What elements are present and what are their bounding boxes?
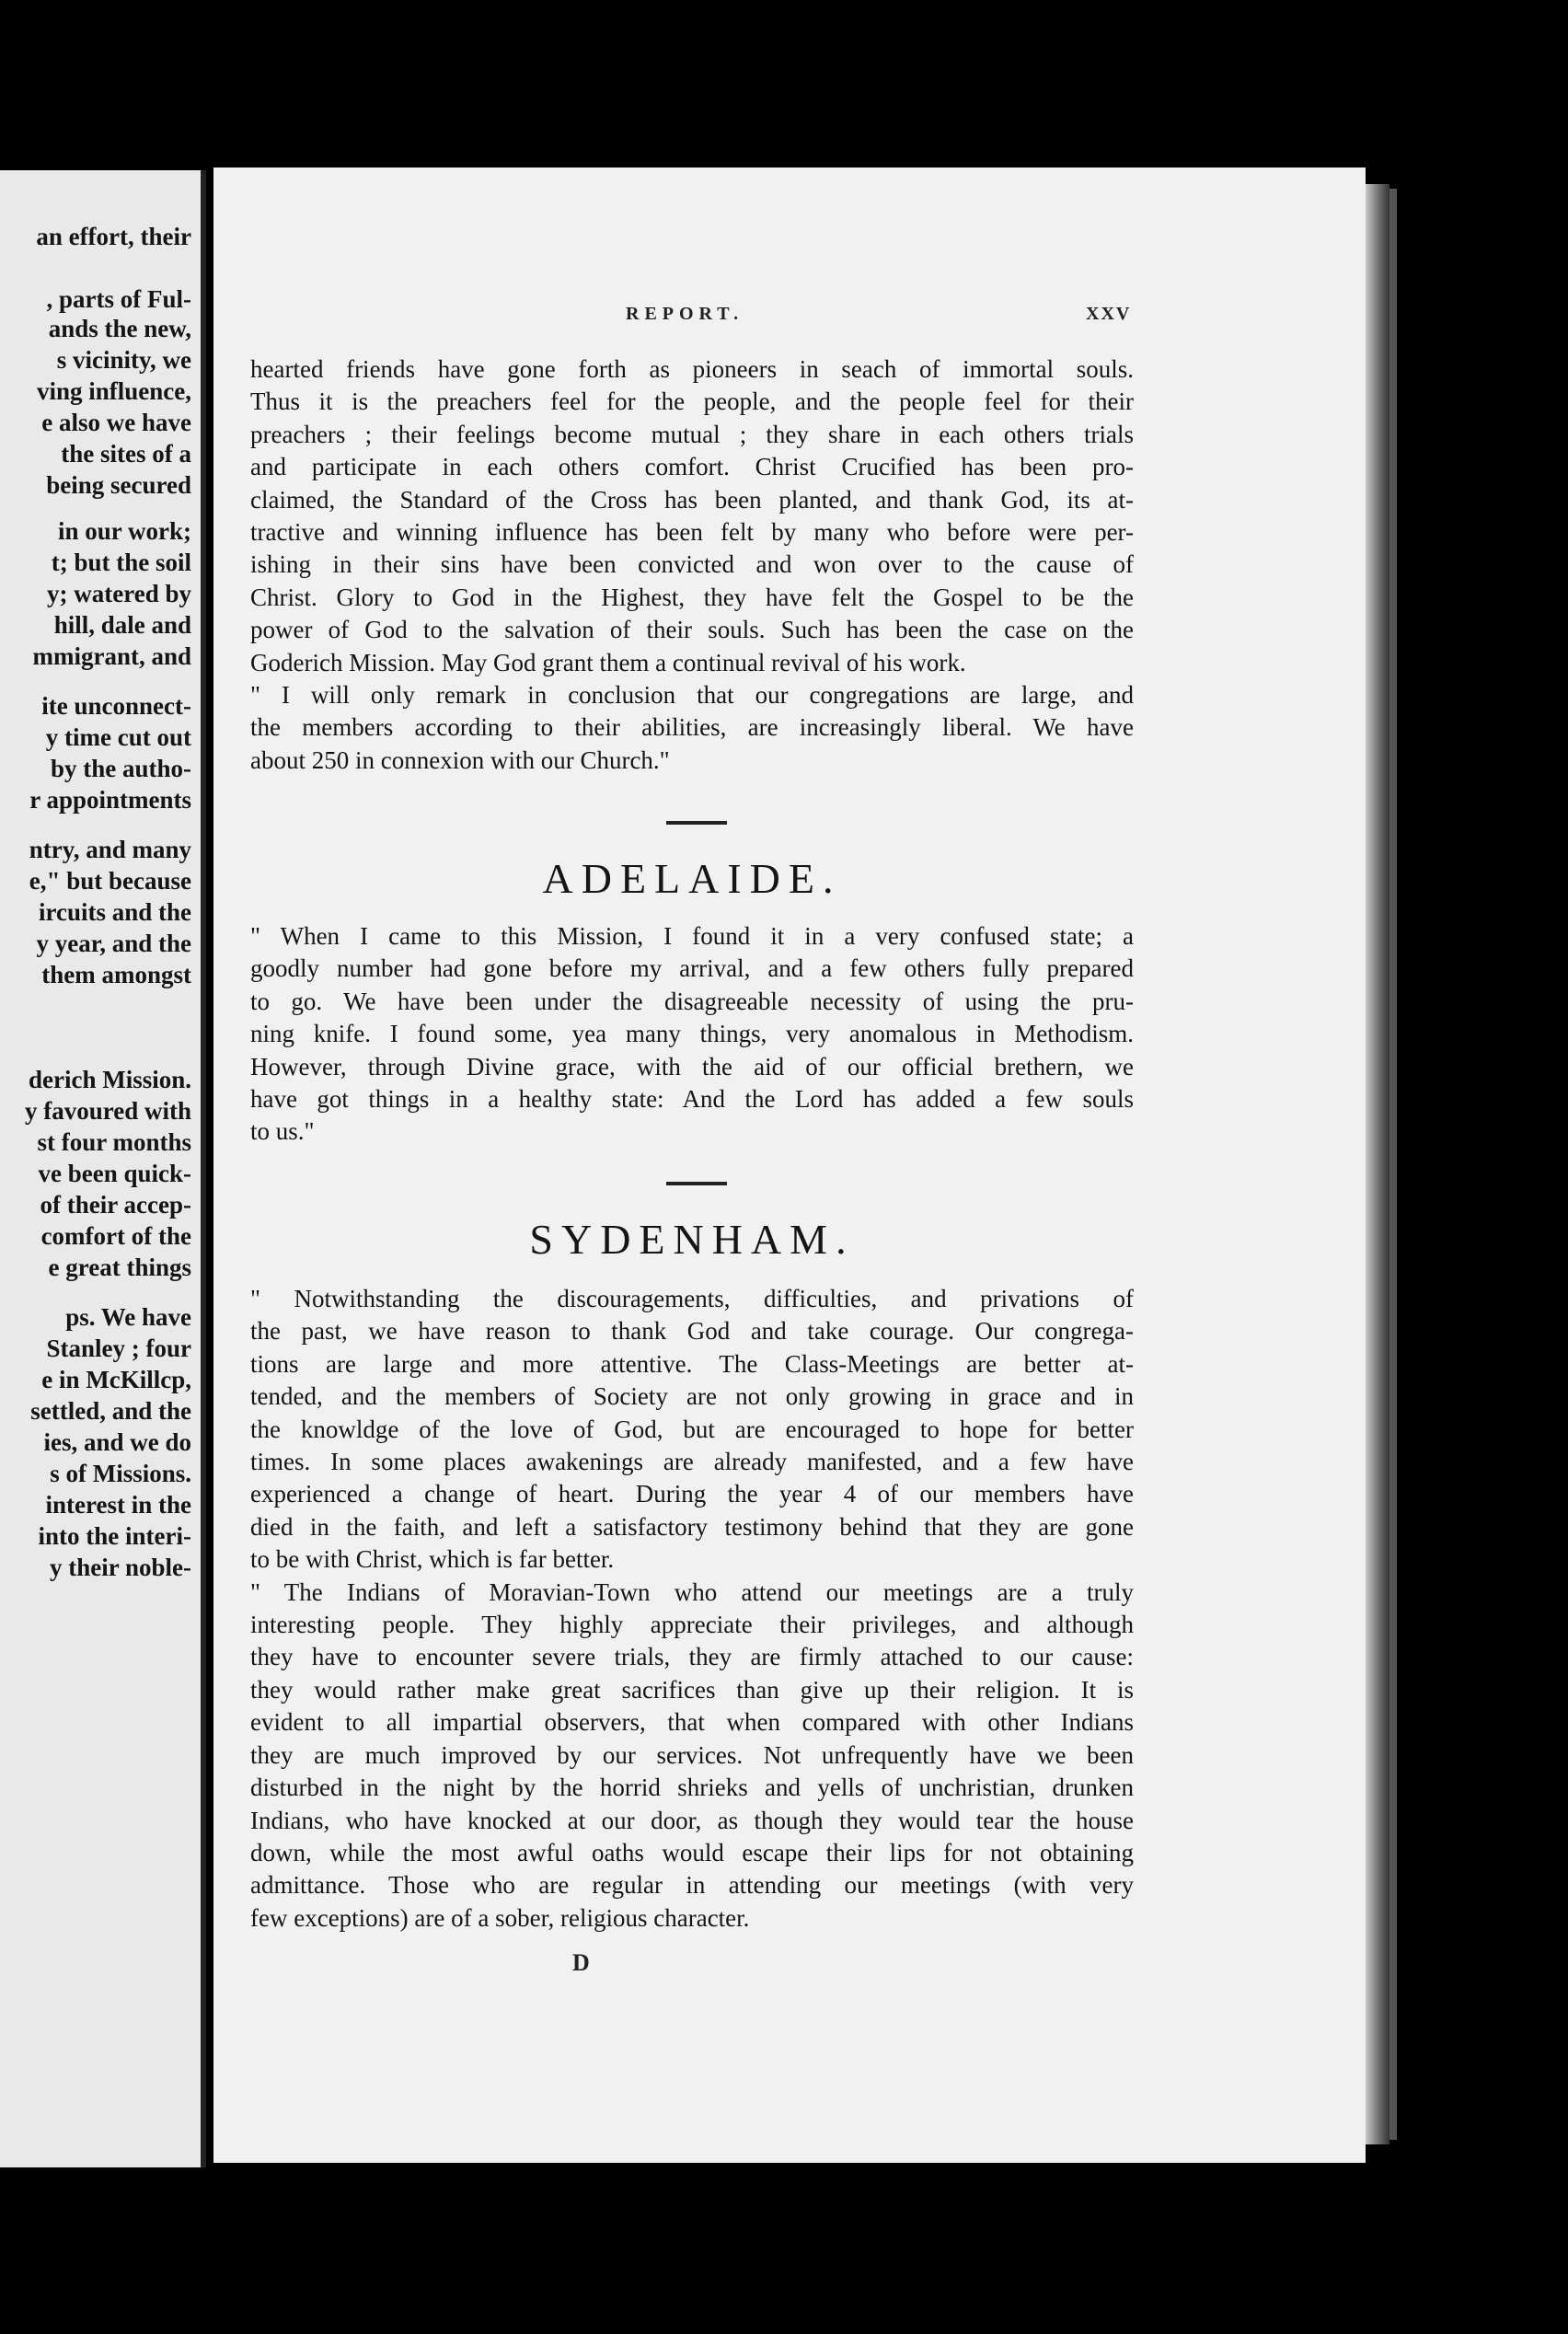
text-line: to go. We have been under the disagreeable necessity of using the pru- xyxy=(250,987,1134,1015)
left-page-line: the sites of a xyxy=(61,440,191,468)
left-page-line: ving influence, xyxy=(36,377,191,405)
text-line: interesting people. They highly appreciate their privileges, and although xyxy=(250,1611,1134,1639)
text-line: experienced a change of heart. During the year 4 of our members have xyxy=(250,1480,1134,1508)
left-page-line: hill, dale and xyxy=(53,611,191,639)
text-line: tions are large and more attentive. The Class-Meetings are better at- xyxy=(250,1349,1134,1378)
left-page-line: into the interi- xyxy=(38,1522,191,1550)
left-page-line: by the autho- xyxy=(50,755,191,782)
left-page-line: of their accep- xyxy=(40,1191,191,1219)
left-page-line: mmigrant, and xyxy=(32,642,191,670)
page-number: XXV xyxy=(1086,304,1132,324)
running-head: REPORT. xyxy=(626,304,744,324)
text-line: tractive and winning influence has been felt by many who before were per- xyxy=(250,518,1134,547)
text-line: claimed, the Standard of the Cross has been planted, and thank God, its at- xyxy=(250,485,1134,514)
left-page-line: y year, and the xyxy=(36,930,191,957)
section-heading-adelaide: ADELAIDE. xyxy=(542,855,842,902)
text-line: ning knife. I found some, yea many things, very anomalous in Methodism. xyxy=(250,1020,1134,1048)
text-line: ishing in their sins have been convicted and won over to the cause of xyxy=(250,550,1134,579)
text-line: preachers ; their feelings become mutual ; they share in each others trials xyxy=(250,420,1134,448)
left-page-line: being secured xyxy=(46,471,191,499)
left-page-line: e in McKillcp, xyxy=(41,1366,191,1393)
text-line: " Notwithstanding the discouragements, difficulties, and privations of xyxy=(250,1285,1134,1312)
text-line: However, through Divine grace, with the aid of our official brethern, we xyxy=(250,1052,1134,1080)
left-page-line: r appointments xyxy=(29,786,191,814)
left-page-line: ies, and we do xyxy=(43,1428,191,1456)
left-page-line: ps. We have xyxy=(65,1303,191,1331)
text-line: the past, we have reason to thank God and take courage. Our congrega- xyxy=(250,1317,1134,1346)
text-line: and participate in each others comfort. Christ Crucified has been pro- xyxy=(250,453,1134,481)
page-edge xyxy=(1366,184,1389,2144)
text-line: they are much improved by our services. Not unfrequently have we been xyxy=(250,1740,1134,1769)
adelaide-paragraph xyxy=(250,920,1134,1149)
text-line: they would rather make great sacrifices than give up their religion. It is xyxy=(250,1675,1134,1704)
text-line: hearted friends have gone forth as pioneers in seach of immortal souls. xyxy=(250,355,1134,383)
left-page-line: in our work; xyxy=(57,517,191,545)
left-page-line: e," but because xyxy=(29,867,191,895)
left-page-line: ntry, and many xyxy=(29,836,191,863)
left-page-line: , parts of Ful- xyxy=(46,285,191,313)
left-page-line: Stanley ; four xyxy=(46,1335,191,1362)
section-divider xyxy=(666,821,727,825)
left-page-line: comfort of the xyxy=(40,1222,191,1250)
text-line: about 250 in connexion with our Church." xyxy=(250,745,670,774)
left-page-line: s vicinity, we xyxy=(56,346,191,374)
left-page-line: e also we have xyxy=(41,409,191,436)
left-page-fragment xyxy=(0,170,206,2167)
left-page-line: ircuits and the xyxy=(38,898,191,926)
left-page-line: y their noble- xyxy=(50,1554,191,1581)
left-page-line: t; but the soil xyxy=(51,549,191,576)
text-line: few exceptions) are of a sober, religious character. xyxy=(250,1903,750,1932)
section-heading-sydenham: SYDENHAM. xyxy=(529,1216,855,1263)
text-line: power of God to the salvation of their souls. Such has been the case on the xyxy=(250,616,1134,644)
text-line: goodly number had gone before my arrival, and a few others fully prepared xyxy=(250,954,1134,983)
text-line: to us." xyxy=(250,1117,315,1146)
sydenham-paragraph xyxy=(250,1283,1134,1935)
left-page-line: settled, and the xyxy=(30,1397,191,1425)
text-line: " When I came to this Mission, I found it in a very confused state; a xyxy=(250,922,1134,950)
text-line: they have to encounter severe trials, they are firmly attached to our cause: xyxy=(250,1643,1134,1671)
text-line: the knowldge of the love of God, but are encouraged to hope for better xyxy=(250,1415,1134,1443)
text-line: times. In some places awakenings are already manifested, and a few have xyxy=(250,1448,1134,1476)
text-line: " I will only remark in conclusion that our congregations are large, and xyxy=(250,681,1134,710)
text-line: Goderich Mission. May God grant them a continual revival of his work. xyxy=(250,648,966,676)
text-line: evident to all impartial observers, that when compared with other Indians xyxy=(250,1708,1134,1737)
left-page-line: y; watered by xyxy=(47,580,191,607)
left-page-line: an effort, their xyxy=(36,223,191,250)
left-page-line: interest in the xyxy=(45,1491,191,1519)
left-page-line: y time cut out xyxy=(45,723,191,751)
text-line: Indians, who have knocked at our door, as though they would tear the house xyxy=(250,1806,1134,1834)
text-line: the members according to their abilities, are increasingly liberal. We have xyxy=(250,713,1134,742)
left-page-line: s of Missions. xyxy=(50,1460,191,1487)
left-page-line: ite unconnect- xyxy=(41,692,191,720)
text-line: down, while the most awful oaths would escape their lips for not obtaining xyxy=(250,1838,1134,1866)
text-line: have got things in a healthy state: And the Lord has added a few souls xyxy=(250,1085,1134,1114)
left-page-line: them amongst xyxy=(41,961,191,988)
text-line: died in the faith, and left a satisfactory testimony behind that they are gone xyxy=(250,1512,1134,1541)
text-line: admittance. Those who are regular in attending our meetings (with very xyxy=(250,1871,1134,1900)
text-line: Thus it is the preachers feel for the people, and the people feel for their xyxy=(250,387,1134,416)
intro-paragraph xyxy=(250,353,1134,777)
left-page-line: ve been quick- xyxy=(38,1160,191,1187)
text-line: to be with Christ, which is far better. xyxy=(250,1545,615,1574)
section-divider xyxy=(666,1182,727,1185)
text-line: disturbed in the night by the horrid shrieks and yells of unchristian, drunken xyxy=(250,1774,1134,1802)
signature-mark: D xyxy=(572,1949,590,1976)
left-page-line: st four months xyxy=(37,1128,191,1156)
page-edge-shadow xyxy=(1389,189,1397,2140)
text-line: " The Indians of Moravian-Town who attend our meetings are a truly xyxy=(250,1577,1134,1606)
left-page-line: ands the new, xyxy=(48,315,191,342)
text-line: Christ. Glory to God in the Highest, they have felt the Gospel to be the xyxy=(250,583,1134,611)
left-page-line: e great things xyxy=(48,1254,191,1281)
text-line: tended, and the members of Society are not only growing in grace and in xyxy=(250,1382,1134,1411)
left-page-line: y favoured with xyxy=(24,1097,191,1125)
left-page-line: derich Mission. xyxy=(28,1066,191,1093)
